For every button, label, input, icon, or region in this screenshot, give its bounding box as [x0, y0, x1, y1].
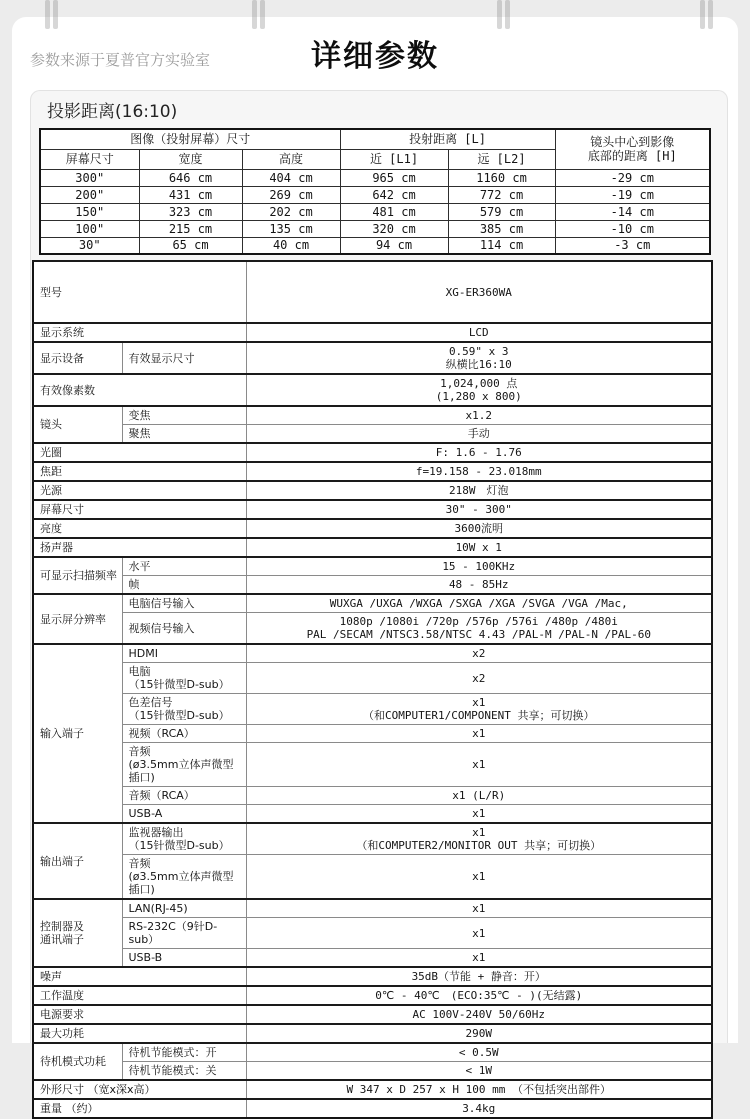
- spec-row: [33, 918, 712, 949]
- projection-cell: 65 cm: [139, 237, 242, 254]
- spec-sublabel: 音频 (ø3.5mm立体声微型插口): [122, 743, 246, 787]
- binder-clip-icon: [252, 0, 265, 29]
- spec-value: 1,024,000 点 (1,280 x 800): [246, 374, 712, 406]
- spec-sublabel: 视频（RCA）: [122, 725, 246, 743]
- spec-value: x1: [246, 855, 712, 900]
- header-width: 宽度: [139, 149, 242, 169]
- spec-row: [33, 743, 712, 787]
- spec-value: 0.59" x 3 纵横比16:10: [246, 342, 712, 374]
- spec-label: 屏幕尺寸: [33, 500, 246, 519]
- spec-value: x1: [246, 725, 712, 743]
- spec-value: F: 1.6 - 1.76: [246, 443, 712, 462]
- spec-label: 扬声器: [33, 538, 246, 557]
- spec-row: [33, 261, 712, 323]
- spec-sublabel: RS-232C（9针D-sub）: [122, 918, 246, 949]
- binder-clip-icon: [700, 0, 713, 29]
- spec-label: 输出端子: [33, 823, 122, 899]
- spec-row: [33, 557, 712, 576]
- spec-row: [33, 481, 712, 500]
- page-title: 详细参数: [311, 39, 439, 74]
- projection-cell: 30": [40, 237, 139, 254]
- spec-value: x2: [246, 644, 712, 663]
- projection-cell: -3 cm: [555, 237, 710, 254]
- spec-row: [33, 805, 712, 824]
- spec-value: 手动: [246, 425, 712, 444]
- spec-value: x1: [246, 949, 712, 968]
- spec-value: x1 （和COMPUTER1/COMPONENT 共享；可切换）: [246, 694, 712, 725]
- projection-distance-table: [39, 128, 711, 255]
- spec-label: 光源: [33, 481, 246, 500]
- spec-row: [33, 342, 712, 374]
- spec-row: [33, 1043, 712, 1062]
- spec-label: 电源要求: [33, 1005, 246, 1024]
- binder-clip-icon: [497, 0, 510, 29]
- spec-sublabel: 音频 (ø3.5mm立体声微型插口): [122, 855, 246, 900]
- spec-row: [33, 725, 712, 743]
- header-image-size: 图像（投射屏幕）尺寸: [40, 129, 340, 149]
- projection-cell: -19 cm: [555, 186, 710, 203]
- projection-cell: 642 cm: [340, 186, 448, 203]
- spec-row: [33, 374, 712, 406]
- spec-sublabel: 聚焦: [122, 425, 246, 444]
- spec-row: [33, 694, 712, 725]
- projection-section-panel: [30, 90, 728, 1115]
- spec-label: 显示设备: [33, 342, 122, 374]
- spec-sublabel: LAN(RJ-45): [122, 899, 246, 918]
- spec-row: [33, 1062, 712, 1081]
- spec-sublabel: 音频（RCA）: [122, 787, 246, 805]
- projection-cell: -10 cm: [555, 220, 710, 237]
- projection-cell: 200": [40, 186, 139, 203]
- spec-sublabel: 视频信号输入: [122, 613, 246, 645]
- section-title: 投影距离(16:10): [47, 102, 178, 122]
- spec-row: [33, 1005, 712, 1024]
- projection-cell: 40 cm: [242, 237, 340, 254]
- projection-cell: 646 cm: [139, 169, 242, 186]
- spec-value: 15 - 100KHz: [246, 557, 712, 576]
- spec-label: 焦距: [33, 462, 246, 481]
- header-far: 远 [L2]: [448, 149, 555, 169]
- projection-cell: 320 cm: [340, 220, 448, 237]
- projection-cell: 323 cm: [139, 203, 242, 220]
- binder-clip-icon: [45, 0, 58, 29]
- spec-sublabel: 电脑信号输入: [122, 594, 246, 613]
- spec-value: 290W: [246, 1024, 712, 1043]
- projection-row: [40, 203, 710, 220]
- spec-row: [33, 787, 712, 805]
- spec-value: 30" - 300": [246, 500, 712, 519]
- spec-value: 0℃ - 40℃ (ECO:35℃ - )(无结露): [246, 986, 712, 1005]
- spec-label: 显示系统: [33, 323, 246, 342]
- spec-row: [33, 425, 712, 444]
- spec-value: x1.2: [246, 406, 712, 425]
- spec-row: [33, 443, 712, 462]
- spec-sublabel: 待机节能模式：关: [122, 1062, 246, 1081]
- spec-sublabel: 监视器输出 （15针微型D-sub）: [122, 823, 246, 855]
- spec-value: 3.4kg: [246, 1099, 712, 1118]
- spec-value: x2: [246, 663, 712, 694]
- projection-cell: 100": [40, 220, 139, 237]
- spec-row: [33, 323, 712, 342]
- spec-sublabel: 变焦: [122, 406, 246, 425]
- header-lens-offset-line1: 镜头中心到影像: [590, 135, 675, 150]
- projection-row: [40, 186, 710, 203]
- spec-row: [33, 1080, 712, 1099]
- projection-cell: -14 cm: [555, 203, 710, 220]
- spec-row: [33, 949, 712, 968]
- spec-value: x1 （和COMPUTER2/MONITOR OUT 共享；可切换）: [246, 823, 712, 855]
- spec-value: 48 - 85Hz: [246, 576, 712, 595]
- spec-label: 重量 （约）: [33, 1099, 246, 1118]
- spec-label: 可显示扫描频率: [33, 557, 122, 594]
- spec-row: [33, 986, 712, 1005]
- spec-label: 有效像素数: [33, 374, 246, 406]
- spec-value: x1: [246, 805, 712, 824]
- spec-label: 外形尺寸 （宽x深x高）: [33, 1080, 246, 1099]
- spec-label: 待机模式功耗: [33, 1043, 122, 1080]
- spec-value: 218W 灯泡: [246, 481, 712, 500]
- spec-value: LCD: [246, 323, 712, 342]
- spec-label: 显示屏分辨率: [33, 594, 122, 644]
- spec-label: 亮度: [33, 519, 246, 538]
- spec-sublabel: 色差信号 （15针微型D-sub）: [122, 694, 246, 725]
- header-distance: 投射距离 [L]: [340, 129, 555, 149]
- projection-cell: 300": [40, 169, 139, 186]
- header-lens-offset: [555, 129, 710, 169]
- spec-sublabel: 电脑 （15针微型D-sub）: [122, 663, 246, 694]
- projection-cell: 431 cm: [139, 186, 242, 203]
- spec-row: [33, 855, 712, 900]
- spec-row: [33, 1099, 712, 1118]
- projection-cell: 215 cm: [139, 220, 242, 237]
- projection-cell: 404 cm: [242, 169, 340, 186]
- spec-table: [32, 260, 713, 1119]
- projection-cell: 965 cm: [340, 169, 448, 186]
- spec-value: 35dB（节能 + 静音：开）: [246, 967, 712, 986]
- spec-value: f=19.158 - 23.018mm: [246, 462, 712, 481]
- header-lens-offset-line2: 底部的距离 [H]: [587, 149, 677, 164]
- header-screen-size: 屏幕尺寸: [40, 149, 139, 169]
- spec-label: 控制器及 通讯端子: [33, 899, 122, 967]
- spec-row: [33, 576, 712, 595]
- spec-sublabel: 水平: [122, 557, 246, 576]
- spec-row: [33, 500, 712, 519]
- projection-header-row: [40, 129, 710, 149]
- source-note: 参数来源于夏普官方实验室: [30, 51, 211, 69]
- spec-label: 镜头: [33, 406, 122, 443]
- projection-cell: 579 cm: [448, 203, 555, 220]
- header-near: 近 [L1]: [340, 149, 448, 169]
- spec-label: 工作温度: [33, 986, 246, 1005]
- spec-value: W 347 x D 257 x H 100 mm （不包括突出部件）: [246, 1080, 712, 1099]
- spec-value: x1 (L/R): [246, 787, 712, 805]
- spec-row: [33, 519, 712, 538]
- projection-cell: 114 cm: [448, 237, 555, 254]
- spec-row: [33, 1024, 712, 1043]
- spec-label: 噪声: [33, 967, 246, 986]
- spec-value: x1: [246, 899, 712, 918]
- projection-row: [40, 169, 710, 186]
- spec-label: 最大功耗: [33, 1024, 246, 1043]
- spec-sublabel: USB-B: [122, 949, 246, 968]
- projection-cell: 135 cm: [242, 220, 340, 237]
- spec-sublabel: HDMI: [122, 644, 246, 663]
- spec-value: 3600流明: [246, 519, 712, 538]
- spec-value: x1: [246, 743, 712, 787]
- projection-cell: 269 cm: [242, 186, 340, 203]
- spec-label: 型号: [33, 261, 246, 323]
- projection-cell: 481 cm: [340, 203, 448, 220]
- projection-row: [40, 237, 710, 254]
- spec-value: 1080p /1080i /720p /576p /576i /480p /480i PAL /SECAM /NTSC3.58/NTSC 4.43 /PAL-M /PAL-N /PAL-60: [246, 613, 712, 645]
- spec-value: XG-ER360WA: [246, 261, 712, 323]
- spec-value: WUXGA /UXGA /WXGA /SXGA /XGA /SVGA /VGA /Mac,: [246, 594, 712, 613]
- spec-row: [33, 967, 712, 986]
- spec-sublabel: 帧: [122, 576, 246, 595]
- spec-value: < 1W: [246, 1062, 712, 1081]
- spec-sublabel: USB-A: [122, 805, 246, 824]
- projection-cell: 202 cm: [242, 203, 340, 220]
- projection-cell: 772 cm: [448, 186, 555, 203]
- projection-cell: 150": [40, 203, 139, 220]
- spec-row: [33, 538, 712, 557]
- spec-value: AC 100V-240V 50/60Hz: [246, 1005, 712, 1024]
- projection-cell: -29 cm: [555, 169, 710, 186]
- spec-row: [33, 899, 712, 918]
- projection-cell: 94 cm: [340, 237, 448, 254]
- spec-row: [33, 594, 712, 613]
- spec-value: < 0.5W: [246, 1043, 712, 1062]
- projection-row: [40, 220, 710, 237]
- spec-sublabel: 待机节能模式：开: [122, 1043, 246, 1062]
- spec-row: [33, 644, 712, 663]
- spec-row: [33, 462, 712, 481]
- spec-value: 10W x 1: [246, 538, 712, 557]
- projection-cell: 1160 cm: [448, 169, 555, 186]
- spec-row: [33, 823, 712, 855]
- spec-label: 输入端子: [33, 644, 122, 823]
- spec-row: [33, 406, 712, 425]
- header-height: 高度: [242, 149, 340, 169]
- spec-value: x1: [246, 918, 712, 949]
- spec-row: [33, 613, 712, 645]
- spec-label: 光圈: [33, 443, 246, 462]
- spec-row: [33, 663, 712, 694]
- projection-cell: 385 cm: [448, 220, 555, 237]
- spec-sublabel: 有效显示尺寸: [122, 342, 246, 374]
